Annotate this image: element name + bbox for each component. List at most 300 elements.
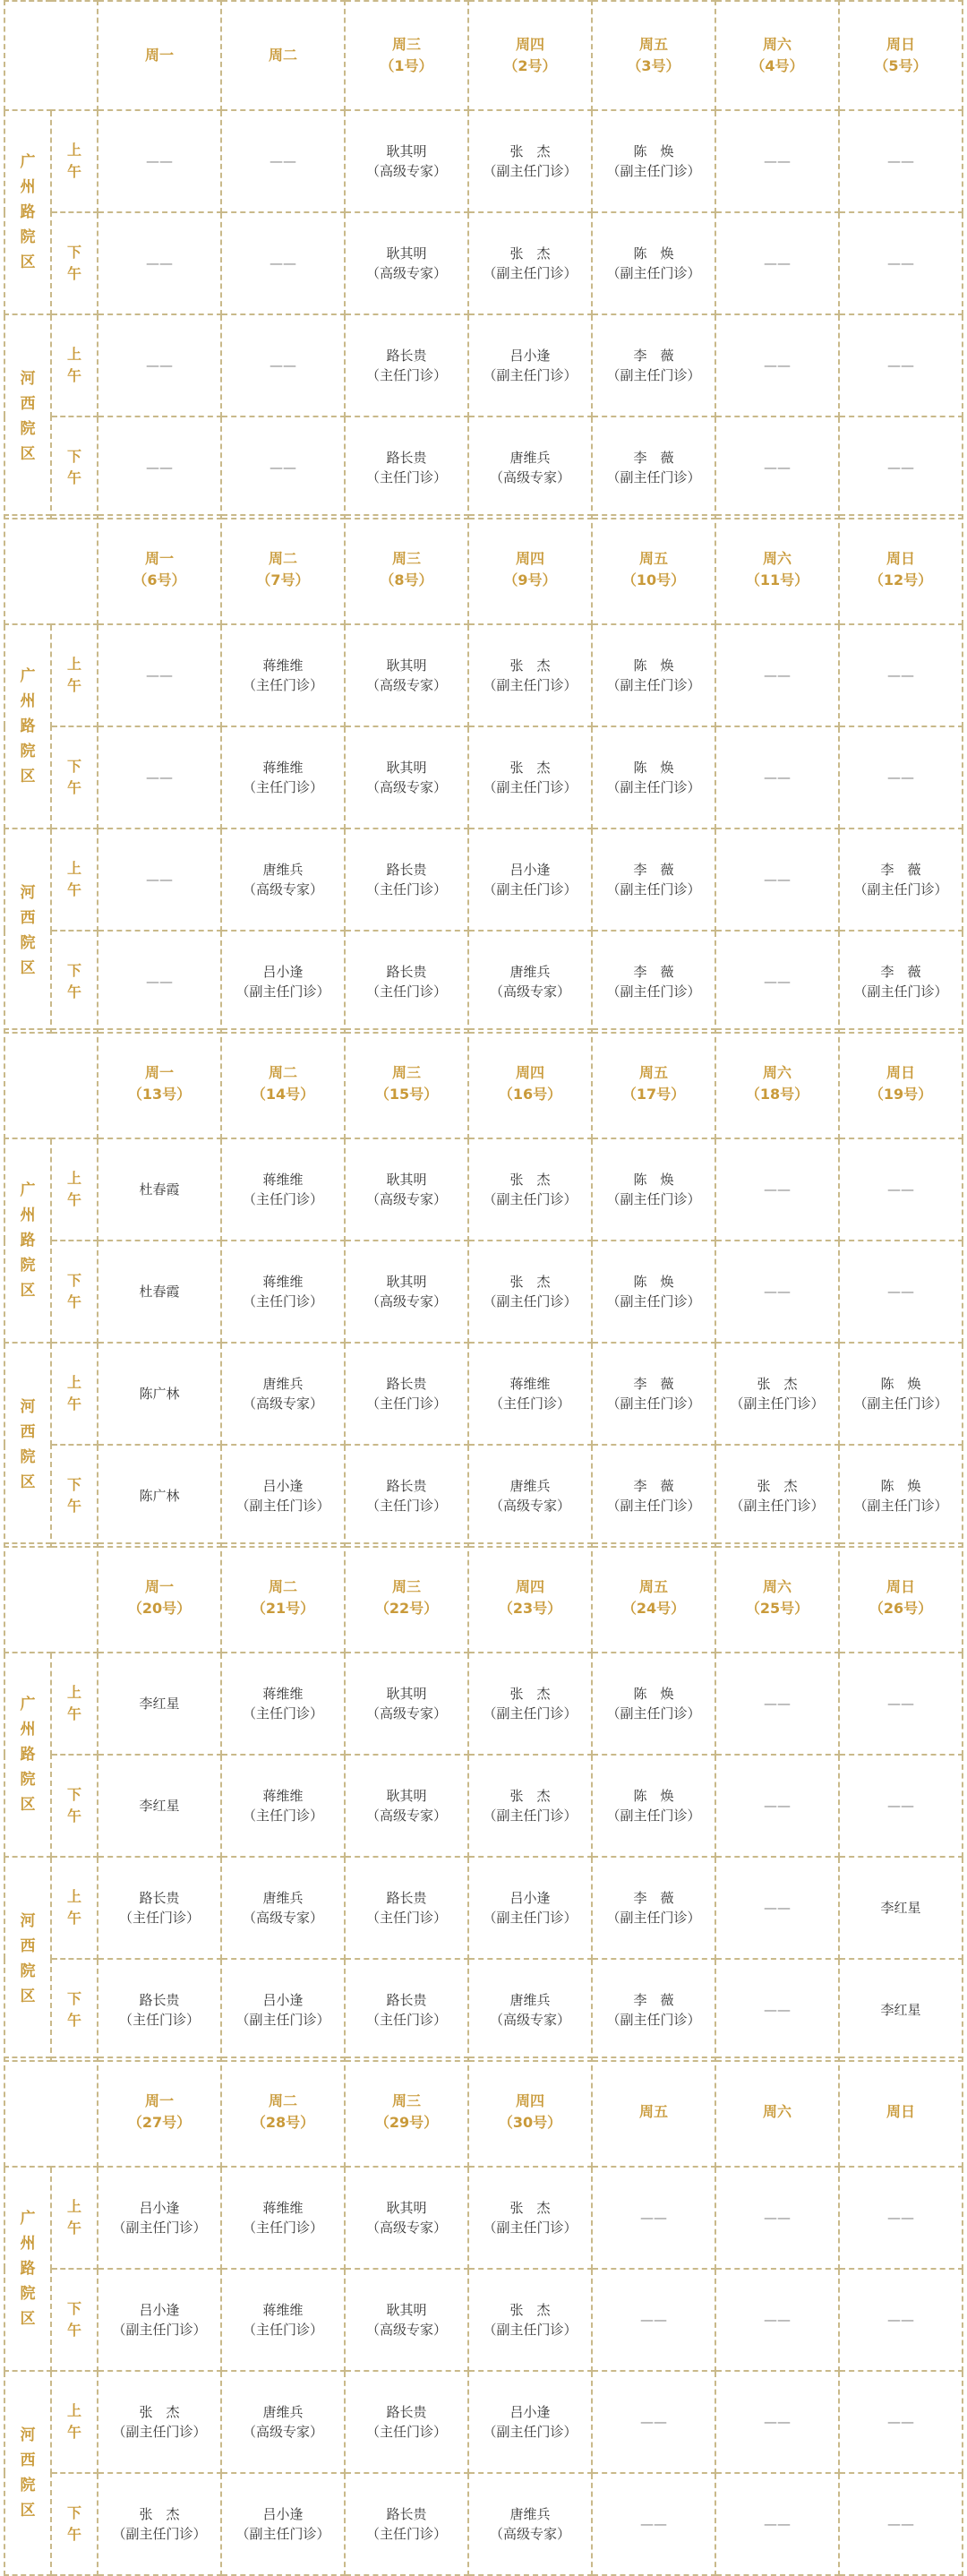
doctor-title: （副主任门诊）	[235, 2526, 330, 2542]
doctor-title: （副主任门诊）	[606, 983, 701, 1000]
doctor-name: 吕小逢	[139, 2302, 180, 2318]
doctor-title: （高级专家）	[365, 779, 447, 795]
doctor-title: （主任门诊）	[365, 2012, 447, 2028]
doctor-name: 李 薇	[633, 1376, 674, 1392]
schedule-cell	[98, 1445, 221, 1547]
date-label: （2号）	[503, 57, 557, 74]
time-slot-cell	[51, 1241, 98, 1343]
no-clinic-dash: ——	[764, 357, 791, 374]
weekday-label: 周日	[886, 1064, 915, 1081]
no-clinic-dash: ——	[887, 1181, 914, 1198]
schedule-cell	[715, 1755, 839, 1857]
weekday-label: 周六	[762, 2103, 792, 2120]
date-label: （5号）	[874, 57, 928, 74]
campus-char: 西	[20, 909, 36, 927]
doctor-title: （副主任门诊）	[483, 2424, 578, 2440]
time-slot-cell	[51, 416, 98, 519]
schedule-cell	[592, 416, 715, 519]
weekday-label: 周日	[886, 1578, 915, 1595]
doctor-name: 张 杰	[757, 1376, 798, 1392]
time-slot-char: 午	[66, 2322, 81, 2339]
doctor-name: 陈 焕	[633, 1788, 674, 1804]
doctor-name: 张 杰	[509, 2302, 551, 2318]
campus-char: 院	[20, 1448, 36, 1466]
doctor-name: 李红星	[139, 1798, 180, 1814]
doctor-name: 耿其明	[386, 143, 427, 159]
time-slot-char: 午	[66, 163, 81, 180]
no-clinic-dash: ——	[764, 1181, 791, 1198]
time-slot-char: 午	[66, 1807, 81, 1825]
schedule-cell	[839, 2167, 963, 2269]
weekday-label: 周三	[391, 550, 421, 567]
schedule-cell	[592, 1343, 715, 1445]
doctor-title: （高级专家）	[365, 1293, 447, 1309]
doctor-title: （主任门诊）	[365, 1395, 447, 1412]
time-slot-char: 下	[66, 1272, 81, 1289]
schedule-cell	[592, 2269, 715, 2371]
no-clinic-dash: ——	[146, 255, 173, 271]
doctor-title: （副主任门诊）	[606, 677, 701, 693]
doctor-title: （副主任门诊）	[483, 367, 578, 383]
doctor-title: （主任门诊）	[118, 2012, 200, 2028]
time-slot-cell	[51, 1445, 98, 1547]
schedule-cell	[592, 1241, 715, 1343]
no-clinic-dash: ——	[764, 2414, 791, 2430]
table-row	[4, 726, 963, 829]
doctor-title: （主任门诊）	[365, 367, 447, 383]
date-label: （16号）	[498, 1086, 562, 1103]
day-header	[468, 1543, 592, 1653]
doctor-title: （副主任门诊）	[483, 2322, 578, 2338]
table-row	[4, 1755, 963, 1857]
doctor-name: 张 杰	[139, 2404, 180, 2420]
schedule-cell	[715, 1959, 839, 2061]
weekday-label: 周一	[144, 1578, 174, 1595]
schedule-table	[4, 1542, 963, 2062]
doctor-title: （副主任门诊）	[235, 2012, 330, 2028]
day-header	[98, 1543, 221, 1653]
schedule-cell	[839, 2473, 963, 2575]
time-slot-char: 下	[66, 1476, 81, 1493]
campus-char: 路	[20, 2260, 36, 2278]
doctor-name: 耿其明	[386, 2302, 427, 2318]
date-label: （26号）	[869, 1600, 933, 1617]
weekday-label: 周二	[268, 550, 297, 567]
day-header	[345, 1543, 468, 1653]
schedule-cell	[839, 1343, 963, 1445]
doctor-title: （高级专家）	[242, 1395, 323, 1412]
campus-char: 州	[20, 1206, 36, 1224]
doctor-title: （副主任门诊）	[853, 983, 948, 1000]
campus-char: 院	[20, 420, 36, 438]
schedule-cell	[221, 1445, 345, 1547]
schedule-cell	[468, 829, 592, 931]
campus-char: 院	[20, 743, 36, 760]
schedule-cell	[98, 1241, 221, 1343]
campus-char: 州	[20, 178, 36, 196]
campus-char: 广	[20, 153, 36, 171]
schedule-cell	[468, 110, 592, 212]
doctor-name: 蒋维维	[262, 1686, 304, 1702]
campus-cell	[4, 2167, 51, 2371]
doctor-name: 张 杰	[509, 245, 551, 262]
schedule-cell	[468, 2473, 592, 2575]
schedule-cell	[98, 1343, 221, 1445]
doctor-name: 路长贵	[386, 1890, 427, 1906]
weekday-label: 周三	[391, 36, 421, 53]
schedule-cell	[98, 931, 221, 1033]
doctor-title: （主任门诊）	[118, 1910, 200, 1926]
doctor-name: 蒋维维	[262, 2302, 304, 2318]
campus-char: 区	[20, 768, 36, 786]
schedule-cell	[839, 931, 963, 1033]
weekday-label: 周四	[515, 36, 544, 53]
doctor-name: 吕小逢	[262, 1992, 304, 2008]
doctor-name: 路长贵	[386, 862, 427, 878]
campus-char: 区	[20, 253, 36, 271]
doctor-title: （主任门诊）	[489, 1395, 570, 1412]
time-slot-char: 下	[66, 448, 81, 465]
schedule-cell	[715, 726, 839, 829]
weekday-label: 周一	[144, 550, 174, 567]
time-slot-char: 午	[66, 2012, 81, 2029]
time-slot-char: 午	[66, 2220, 81, 2237]
no-clinic-dash: ——	[270, 357, 296, 374]
doctor-title: （高级专家）	[242, 1910, 323, 1926]
no-clinic-dash: ——	[146, 974, 173, 990]
weekday-label: 周四	[515, 1064, 544, 1081]
doctor-title: （主任门诊）	[242, 677, 323, 693]
doctor-name: 唐维兵	[262, 1890, 304, 1906]
doctor-title: （主任门诊）	[365, 1498, 447, 1514]
day-header	[715, 515, 839, 624]
schedule-cell	[839, 1653, 963, 1755]
doctor-name: 李 薇	[633, 348, 674, 364]
no-clinic-dash: ——	[270, 459, 296, 476]
campus-char: 院	[20, 1771, 36, 1789]
schedule-cell	[468, 212, 592, 314]
no-clinic-dash: ——	[764, 872, 791, 888]
schedule-cell	[468, 1653, 592, 1755]
weekday-label: 周三	[391, 1578, 421, 1595]
doctor-title: （副主任门诊）	[112, 2220, 207, 2236]
no-clinic-dash: ——	[146, 153, 173, 169]
doctor-name: 耿其明	[386, 1788, 427, 1804]
schedule-cell	[345, 1241, 468, 1343]
campus-cell	[4, 314, 51, 519]
day-header	[468, 1029, 592, 1138]
date-label: （13号）	[127, 1086, 192, 1103]
schedule-cell	[98, 2473, 221, 2575]
schedule-cell	[468, 314, 592, 416]
doctor-name: 张 杰	[509, 1172, 551, 1188]
week-block	[0, 0, 967, 512]
doctor-title: （副主任门诊）	[853, 881, 948, 897]
doctor-name: 唐维兵	[509, 1478, 551, 1494]
doctor-title: （副主任门诊）	[112, 2526, 207, 2542]
campus-char: 河	[20, 1398, 36, 1416]
doctor-title: （副主任门诊）	[483, 881, 578, 897]
time-slot-char: 午	[66, 1705, 81, 1722]
doctor-title: （主任门诊）	[242, 1807, 323, 1824]
schedule-cell	[221, 1959, 345, 2061]
schedule-cell	[98, 1755, 221, 1857]
doctor-name: 唐维兵	[509, 450, 551, 466]
corner-cell	[4, 1029, 98, 1138]
schedule-cell	[839, 110, 963, 212]
time-slot-char: 午	[66, 1191, 81, 1208]
day-header	[345, 1029, 468, 1138]
schedule-cell	[221, 1138, 345, 1241]
doctor-title: （副主任门诊）	[606, 1293, 701, 1309]
no-clinic-dash: ——	[764, 974, 791, 990]
schedule-cell	[715, 931, 839, 1033]
doctor-name: 吕小逢	[262, 1478, 304, 1494]
date-label: （21号）	[251, 1600, 315, 1617]
schedule-cell	[468, 1445, 592, 1547]
table-row	[4, 1857, 963, 1959]
doctor-name: 李 薇	[633, 450, 674, 466]
time-slot-char: 午	[66, 367, 81, 384]
doctor-name: 陈 焕	[633, 657, 674, 674]
no-clinic-dash: ——	[640, 2414, 667, 2430]
campus-char: 院	[20, 2285, 36, 2303]
no-clinic-dash: ——	[887, 769, 914, 786]
no-clinic-dash: ——	[146, 769, 173, 786]
campus-char: 区	[20, 1473, 36, 1491]
week-block	[0, 1542, 967, 2055]
schedule-cell	[221, 2371, 345, 2473]
doctor-title: （高级专家）	[489, 1498, 570, 1514]
schedule-cell	[592, 931, 715, 1033]
doctor-name: 李红星	[880, 2002, 921, 2018]
schedule-cell	[839, 1755, 963, 1857]
time-slot-char: 午	[66, 677, 81, 694]
schedule-cell	[345, 1857, 468, 1959]
schedule-cell	[592, 2473, 715, 2575]
schedule-cell	[715, 624, 839, 726]
campus-char: 路	[20, 1232, 36, 1249]
date-label: （30号）	[498, 2114, 562, 2131]
campus-cell	[4, 2371, 51, 2575]
doctor-title: （副主任门诊）	[606, 1910, 701, 1926]
schedule-cell	[221, 2473, 345, 2575]
schedule-cell	[98, 624, 221, 726]
doctor-name: 张 杰	[509, 2200, 551, 2216]
schedule-cell	[468, 1343, 592, 1445]
weekday-label: 周五	[638, 36, 668, 53]
weekday-label: 周二	[268, 47, 297, 64]
schedule-cell	[345, 1755, 468, 1857]
doctor-title: （主任门诊）	[242, 2322, 323, 2338]
schedule-cell	[839, 1959, 963, 2061]
campus-cell	[4, 829, 51, 1033]
schedule-cell	[345, 1959, 468, 2061]
weekday-label: 周日	[886, 2103, 915, 2120]
doctor-name: 吕小逢	[262, 964, 304, 980]
campus-cell	[4, 1857, 51, 2061]
doctor-name: 耿其明	[386, 2200, 427, 2216]
day-header	[345, 515, 468, 624]
doctor-title: （副主任门诊）	[483, 2220, 578, 2236]
no-clinic-dash: ——	[764, 1900, 791, 1916]
no-clinic-dash: ——	[146, 459, 173, 476]
time-slot-char: 上	[66, 2198, 81, 2215]
doctor-title: （副主任门诊）	[483, 779, 578, 795]
doctor-name: 耿其明	[386, 1172, 427, 1188]
day-header	[98, 1029, 221, 1138]
doctor-title: （主任门诊）	[242, 2220, 323, 2236]
day-header	[592, 515, 715, 624]
schedule-cell	[98, 212, 221, 314]
schedule-cell	[839, 624, 963, 726]
doctor-name: 路长贵	[386, 450, 427, 466]
doctor-name: 李 薇	[633, 964, 674, 980]
schedule-cell	[592, 212, 715, 314]
weekday-label: 周一	[144, 47, 174, 64]
day-header	[715, 1543, 839, 1653]
table-row	[4, 314, 963, 416]
table-row	[4, 1445, 963, 1547]
doctor-name: 陈广林	[139, 1488, 180, 1504]
weekday-label: 周三	[391, 2092, 421, 2109]
doctor-title: （主任门诊）	[242, 1293, 323, 1309]
schedule-cell	[221, 2167, 345, 2269]
doctor-name: 李红星	[139, 1696, 180, 1712]
day-header	[592, 1029, 715, 1138]
schedule-cell	[345, 2371, 468, 2473]
no-clinic-dash: ——	[640, 2516, 667, 2532]
time-slot-cell	[51, 829, 98, 931]
time-slot-char: 下	[66, 1990, 81, 2007]
doctor-name: 陈 焕	[633, 760, 674, 776]
date-label: （6号）	[133, 571, 186, 588]
day-header	[468, 1, 592, 110]
no-clinic-dash: ——	[146, 667, 173, 683]
schedule-cell	[839, 1138, 963, 1241]
no-clinic-dash: ——	[764, 153, 791, 169]
weekday-label: 周日	[886, 550, 915, 567]
doctor-name: 蒋维维	[262, 2200, 304, 2216]
schedule-cell	[345, 1445, 468, 1547]
campus-char: 区	[20, 959, 36, 977]
schedule-cell	[221, 931, 345, 1033]
no-clinic-dash: ——	[764, 2312, 791, 2328]
doctor-title: （副主任门诊）	[483, 1191, 578, 1207]
weekday-label: 周二	[268, 2092, 297, 2109]
doctor-title: （副主任门诊）	[483, 1910, 578, 1926]
time-slot-char: 午	[66, 1395, 81, 1413]
schedule-cell	[592, 1755, 715, 1857]
schedule-cell	[345, 1138, 468, 1241]
day-header	[715, 1029, 839, 1138]
weekday-label: 周一	[144, 2092, 174, 2109]
campus-char: 河	[20, 2426, 36, 2444]
day-header	[221, 1543, 345, 1653]
doctor-title: （主任门诊）	[242, 1705, 323, 1722]
campus-char: 院	[20, 1962, 36, 1980]
weekday-label: 周五	[638, 2103, 668, 2120]
corner-cell	[4, 1543, 98, 1653]
day-header	[221, 1029, 345, 1138]
date-label: （22号）	[374, 1600, 439, 1617]
time-slot-cell	[51, 212, 98, 314]
campus-char: 河	[20, 370, 36, 388]
time-slot-cell	[51, 1653, 98, 1755]
schedule-cell	[839, 829, 963, 931]
doctor-name: 陈广林	[139, 1386, 180, 1402]
time-slot-char: 午	[66, 1910, 81, 1927]
no-clinic-dash: ——	[764, 1798, 791, 1814]
doctor-title: （副主任门诊）	[606, 367, 701, 383]
day-header	[221, 515, 345, 624]
doctor-title: （高级专家）	[365, 2220, 447, 2236]
weekday-label: 周二	[268, 1578, 297, 1595]
table-row	[4, 416, 963, 519]
doctor-title: （主任门诊）	[365, 2424, 447, 2440]
schedule-cell	[592, 1959, 715, 2061]
no-clinic-dash: ——	[887, 1696, 914, 1712]
weekday-label: 周四	[515, 550, 544, 567]
doctor-title: （副主任门诊）	[235, 983, 330, 1000]
campus-char: 广	[20, 1181, 36, 1199]
schedule-cell	[468, 416, 592, 519]
schedule-cell	[715, 829, 839, 931]
date-label: （12号）	[869, 571, 933, 588]
doctor-name: 路长贵	[386, 348, 427, 364]
time-slot-cell	[51, 1959, 98, 2061]
doctor-title: （高级专家）	[365, 265, 447, 281]
schedule-cell	[221, 726, 345, 829]
weekday-label: 周六	[762, 1578, 792, 1595]
schedule-cell	[468, 931, 592, 1033]
doctor-name: 唐维兵	[262, 862, 304, 878]
date-label: （14号）	[251, 1086, 315, 1103]
schedule-cell	[592, 624, 715, 726]
doctor-name: 陈 焕	[880, 1478, 921, 1494]
doctor-name: 吕小逢	[509, 1890, 551, 1906]
schedule-cell	[839, 726, 963, 829]
schedule-cell	[345, 2473, 468, 2575]
doctor-name: 唐维兵	[509, 1992, 551, 2008]
time-slot-char: 上	[66, 142, 81, 159]
time-slot-cell	[51, 2269, 98, 2371]
doctor-title: （高级专家）	[489, 469, 570, 485]
day-header	[98, 515, 221, 624]
doctor-name: 路长贵	[386, 1478, 427, 1494]
time-slot-cell	[51, 931, 98, 1033]
schedule-cell	[715, 1343, 839, 1445]
doctor-name: 蒋维维	[262, 1172, 304, 1188]
doctor-title: （高级专家）	[242, 2424, 323, 2440]
no-clinic-dash: ——	[764, 2210, 791, 2226]
campus-char: 院	[20, 1257, 36, 1275]
schedule-cell	[468, 1241, 592, 1343]
doctor-name: 张 杰	[509, 143, 551, 159]
doctor-name: 耿其明	[386, 1274, 427, 1290]
time-slot-char: 下	[66, 2504, 81, 2521]
schedule-table	[4, 0, 963, 519]
no-clinic-dash: ——	[146, 357, 173, 374]
doctor-title: （高级专家）	[365, 163, 447, 179]
campus-char: 广	[20, 1696, 36, 1713]
campus-cell	[4, 1343, 51, 1547]
no-clinic-dash: ——	[887, 667, 914, 683]
schedule-cell	[221, 1755, 345, 1857]
doctor-title: （主任门诊）	[365, 881, 447, 897]
day-header	[221, 1, 345, 110]
doctor-title: （副主任门诊）	[606, 265, 701, 281]
